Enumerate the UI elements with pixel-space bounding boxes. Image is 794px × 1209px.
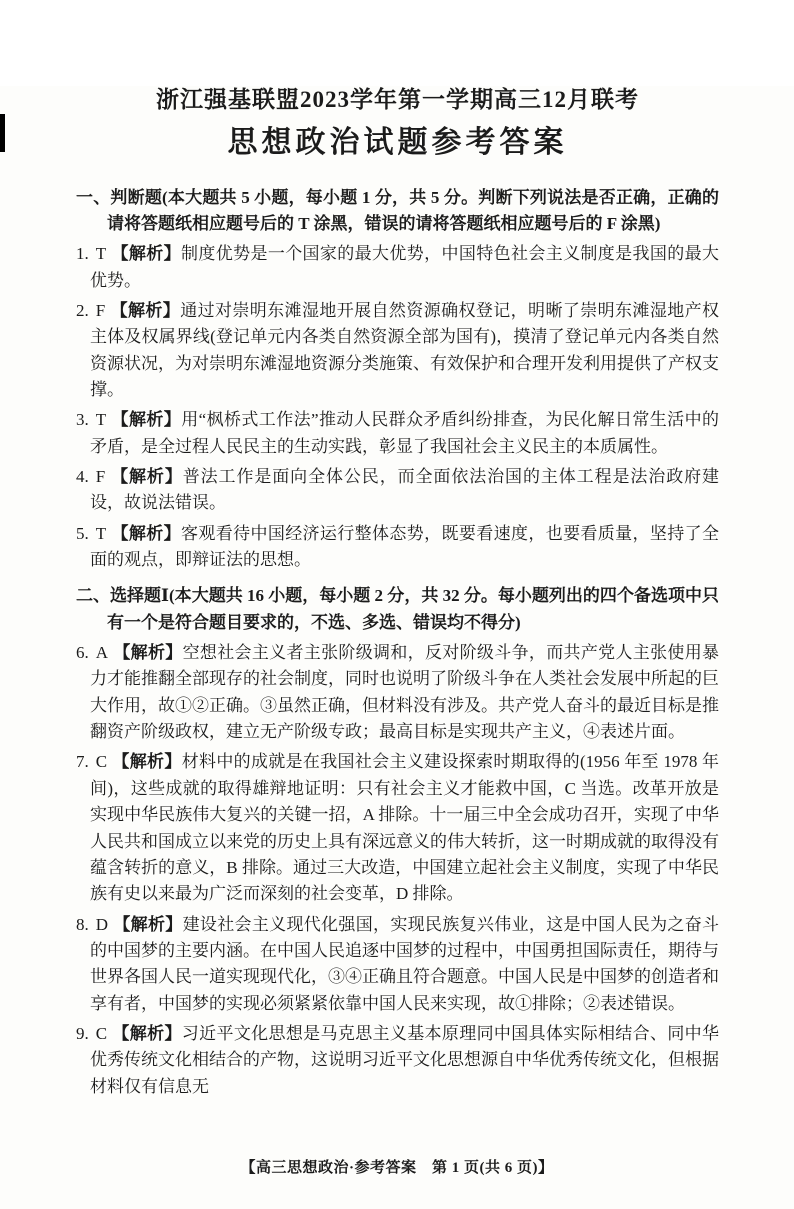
answer-item-6 bbox=[76, 640, 719, 745]
item-number: 4. bbox=[76, 467, 89, 487]
analysis-tag: 【解析】 bbox=[112, 752, 182, 772]
answer-item-7 bbox=[76, 749, 719, 907]
document-body bbox=[0, 86, 794, 1100]
item-number: 1. bbox=[76, 244, 89, 264]
item-answer: A bbox=[95, 643, 109, 663]
item-text: 客观看待中国经济运行整体态势，既要看速度，也要看质量，坚持了全面的观点，即辩证法的思想。 bbox=[90, 523, 720, 570]
item-text: 空想社会主义者主张阶级调和，反对阶级斗争，而共产党人主张使用暴力才能推翻全部现存的社会制度，同时也说明了阶级斗争在人类社会发展中所起的巨大作用，故①②正确。③虽然正确，但材料没有涉及。共产党人奋斗的最近目标是推翻资产阶级政权，建立无产阶级专政；最高目标是实现共产主义，④表述片面。 bbox=[90, 643, 720, 742]
item-answer: F bbox=[95, 300, 106, 320]
item-text: 通过对崇明东滩湿地开展自然资源确权登记，明晰了崇明东滩湿地产权主体及权属界线(登记单元内各类自然资源全部为国有)，摸清了登记单元内各类自然资源状况，为对崇明东滩湿地资源分类施策、有效保护和合理开发利用提供了产权支撑。 bbox=[90, 300, 719, 399]
item-text: 建设社会主义现代化强国，实现民族复兴伟业，这是中国人民为之奋斗的中国梦的主要内涵。在中国人民追逐中国梦的过程中，中国勇担国际责任，期待与世界各国人民一道实现现代化，③④正确且符合题意。中国人民是中国梦的创造者和享有者，中国梦的实现必须紧紧依靠中国人民来实现，故①排除；②表述错误。 bbox=[90, 914, 720, 1013]
section-1-heading: 一、判断题(本大题共 5 小题，每小题 1 分，共 5 分。判断下列说法是否正确，正确的请将答题纸相应题号后的 T 涂黑，错误的请将答题纸相应题号后的 F 涂黑) bbox=[76, 187, 719, 233]
item-number: 8. bbox=[76, 914, 89, 934]
document-subtitle: 思想政治试题参考答案 bbox=[227, 125, 568, 159]
item-text: 材料中的成就是在我国社会主义建设探索时期取得的(1956 年至 1978 年间)，这些成就的取得雄辩地证明：只有社会主义才能救中国，C 当选。改革开放是实现中华民族伟大复兴的关键一招，A 排除。十一届三中全会成功召开，实现了中华人民共和国成立以来党的历史上具有深远意义的伟大转折，这一时期成就的取得没有蕴含转折的意义，B 排除。通过三大改造，中国建立起社会主义制度，实现了中华民族有史以来最为广泛而深刻的社会变革，D 排除。 bbox=[90, 752, 719, 904]
item-number: 6. bbox=[76, 643, 89, 663]
item-answer: C bbox=[95, 1023, 108, 1043]
item-number: 9. bbox=[76, 1023, 89, 1043]
analysis-tag: 【解析】 bbox=[113, 914, 183, 934]
item-text: 习近平文化思想是马克思主义基本原理同中国具体实际相结合、同中华优秀传统文化相结合的产物，这说明习近平文化思想源自中华优秀传统文化，但根据材料仅有信息无 bbox=[90, 1023, 720, 1096]
analysis-tag: 【解析】 bbox=[111, 523, 181, 543]
section-2-heading: 二、选择题Ⅰ(本大题共 16 小题，每小题 2 分，共 32 分。每小题列出的四个备选项中只有一个是符合题目要求的，不选、多选、错误均不得分) bbox=[76, 586, 719, 632]
item-answer: F bbox=[95, 467, 106, 487]
page-footer: 【高三思想政治·参考答案 第 1 页(共 6 页)】 bbox=[240, 1160, 554, 1176]
item-text: 普法工作是面向全体公民，而全面依法治国的主体工程是法治政府建设，故说法错误。 bbox=[90, 467, 720, 513]
analysis-tag: 【解析】 bbox=[111, 410, 182, 430]
item-answer: T bbox=[95, 244, 107, 264]
item-answer: T bbox=[95, 523, 107, 543]
document-title: 浙江强基联盟2023学年第一学期高三12月联考 bbox=[156, 87, 639, 112]
analysis-tag: 【解析】 bbox=[110, 300, 181, 320]
item-answer: T bbox=[95, 410, 107, 430]
answer-item-3 bbox=[76, 407, 719, 460]
item-text: 用“枫桥式工作法”推动人民群众矛盾纠纷排查，为民化解日常生活中的矛盾，是全过程人民民主的生动实践，彰显了我国社会主义民主的本质属性。 bbox=[90, 410, 720, 456]
answer-item-8 bbox=[76, 912, 719, 1017]
item-text: 制度优势是一个国家的最大优势，中国特色社会主义制度是我国的最大优势。 bbox=[90, 244, 720, 290]
analysis-tag: 【解析】 bbox=[111, 244, 181, 264]
document-page bbox=[0, 86, 794, 1209]
answer-item-2 bbox=[76, 298, 719, 403]
answer-item-4 bbox=[76, 464, 719, 517]
item-number: 7. bbox=[76, 752, 89, 772]
item-number: 2. bbox=[76, 300, 89, 320]
answer-item-5 bbox=[76, 521, 719, 574]
analysis-tag: 【解析】 bbox=[113, 643, 183, 663]
item-answer: C bbox=[95, 752, 108, 772]
analysis-tag: 【解析】 bbox=[112, 1023, 182, 1043]
analysis-tag: 【解析】 bbox=[110, 467, 183, 487]
item-answer: D bbox=[95, 914, 109, 934]
scan-artifact bbox=[0, 114, 5, 152]
item-number: 5. bbox=[76, 523, 89, 543]
answer-item-1 bbox=[76, 241, 719, 294]
answer-item-9 bbox=[76, 1021, 719, 1100]
item-number: 3. bbox=[76, 410, 89, 430]
